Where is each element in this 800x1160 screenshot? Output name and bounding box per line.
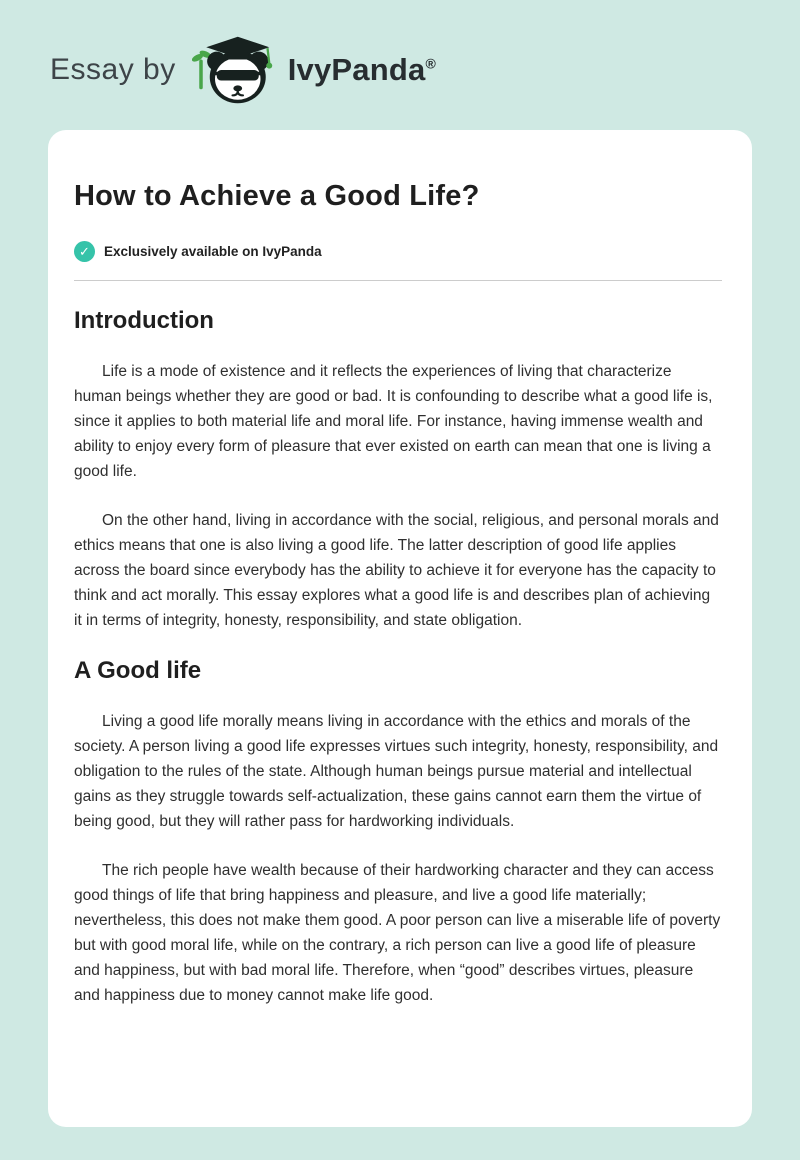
divider: [74, 280, 722, 281]
site-header: [0, 34, 800, 106]
ivypanda-logo: [190, 34, 282, 106]
exclusive-badge: [74, 241, 722, 262]
check-icon: ✓: [74, 241, 95, 262]
brand-text: IvyPanda: [287, 52, 426, 87]
registered-mark: ®: [425, 55, 436, 72]
essay-card: [48, 130, 752, 1127]
paragraph: On the other hand, living in accordance with the social, religious, and personal morals and ethics means that one is also living a good life. The latter description of good life applies across the board since everybody has the ability to achieve it for everyone has the capacity to think and act morally. This essay explores what a good life is and describes plan of achieving it in terms of integrity, honesty, responsibility, and state obligation.: [74, 512, 719, 629]
essay-title: How to Achieve a Good Life?: [74, 180, 480, 212]
section-a-good-life: [74, 657, 722, 1008]
paragraph: The rich people have wealth because of their hardworking character and they can access good things of life that bring happiness and pleasure, and live a good life materially; nevertheless, this does not make them good. A poor person can live a miserable life of poverty but with good moral life, while on the contrary, a rich person can live a good life of pleasure and happiness, but with bad moral life. Therefore, when “good” describes virtues, pleasure and happiness due to money cannot make life good.: [74, 862, 721, 1004]
paragraph: Life is a mode of existence and it reflects the experiences of living that characterize human beings whether they are good or bad. It is confounding to describe what a good life is, since it applies to both material life and moral life. For instance, having immense wealth and ability to enjoy every form of pleasure that ever existed on earth can mean that one is living a good life.: [74, 363, 713, 480]
section-heading: Introduction: [74, 307, 214, 334]
section-introduction: [74, 307, 722, 633]
section-heading: A Good life: [74, 657, 202, 684]
panda-graduate-icon: [192, 35, 280, 105]
brand-name: [288, 52, 436, 88]
paragraph: Living a good life morally means living in accordance with the ethics and morals of the society. A person living a good life expresses virtues such integrity, honesty, responsibility, and obligation to the rules of the state. Although human beings pursue material and intellectual gains as they struggle towards self-actualization, these gains cannot earn them the virtue of being good, but they will rather pass for hardworking individuals.: [74, 713, 719, 830]
badge-label: Exclusively available on IvyPanda: [104, 244, 322, 259]
essay-by-text: Essay by: [50, 53, 176, 86]
